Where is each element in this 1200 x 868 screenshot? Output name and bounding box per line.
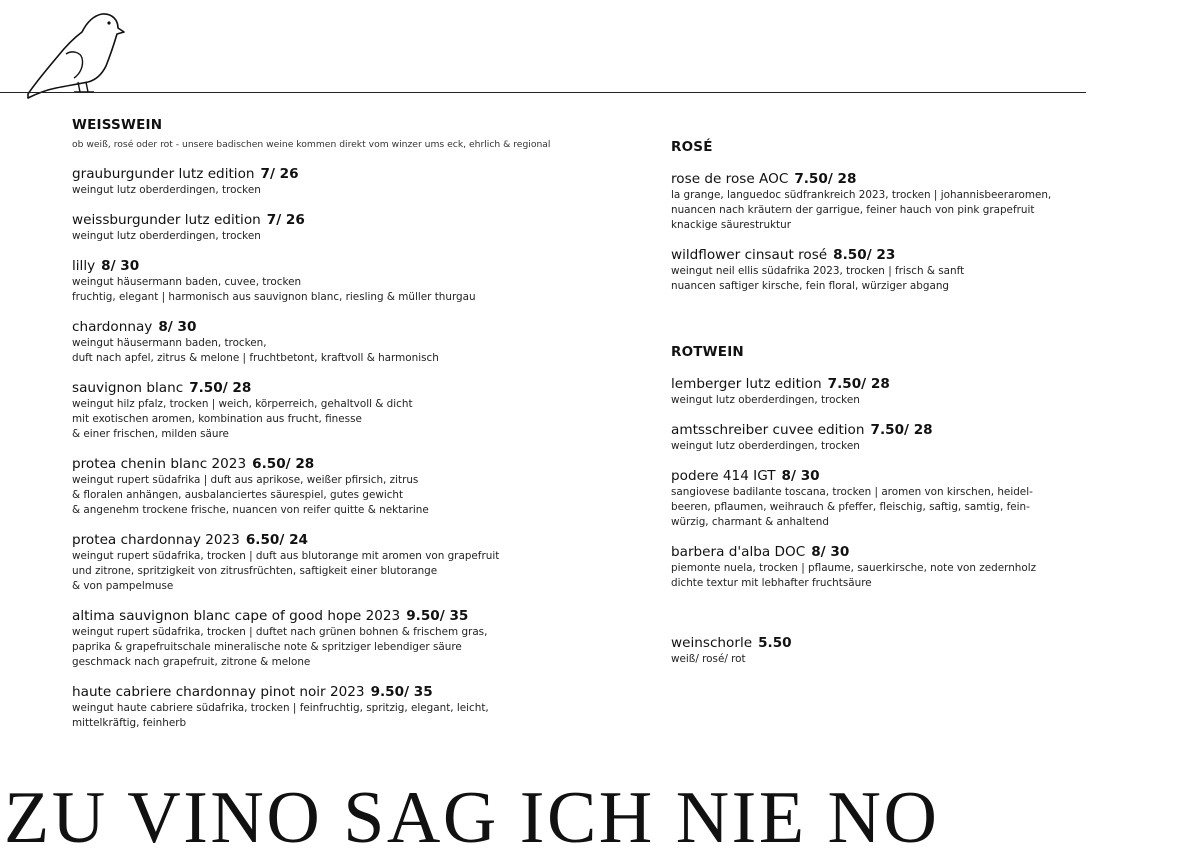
item-description: & angenehm trockene frische, nuancen von reifer quitte & nektarine (72, 504, 429, 516)
item-description: nuancen nach kräutern der garrigue, feiner hauch von pink grapefruit (671, 204, 1035, 216)
item-description: piemonte nuela, trocken | pflaume, sauerkirsche, note von zedernholz (671, 562, 1037, 574)
slogan: ZU VINO SAG ICH NIE NO (4, 777, 940, 859)
item-description: weingut lutz oberderdingen, trocken (72, 184, 261, 196)
wine-item (72, 212, 632, 244)
item-price: 8/ 30 (781, 468, 820, 484)
section-note: ob weiß, rosé oder rot - unsere badischen weine kommen direkt vom winzer ums eck, ehrlich & regional (72, 139, 551, 150)
item-price: 7.50/ 28 (870, 422, 933, 438)
item-description: duft nach apfel, zitrus & melone | fruchtbetont, kraftvoll & harmonisch (72, 352, 439, 364)
right-column (671, 139, 1091, 667)
item-description: geschmack nach grapefruit, zitrone & melone (72, 656, 311, 668)
item-name: altima sauvignon blanc cape of good hope 2023 (72, 608, 401, 624)
weinschorle-item (671, 635, 1091, 667)
wine-item (72, 319, 632, 366)
item-name: podere 414 IGT (671, 468, 776, 484)
item-price: 7.50/ 28 (794, 171, 857, 187)
weisswein-section (72, 117, 632, 731)
item-name: amtsschreiber cuvee edition (671, 422, 865, 438)
item-description: weingut häusermann baden, cuvee, trocken (72, 276, 302, 288)
header-rule (0, 92, 1086, 93)
item-name: protea chardonnay 2023 (72, 532, 240, 548)
wine-item (72, 456, 632, 518)
rose-section (671, 139, 1091, 294)
item-price: 7/ 26 (260, 166, 299, 182)
section-title: WEISSWEIN (72, 117, 163, 133)
wine-item (72, 380, 632, 442)
wine-item (72, 258, 632, 305)
wine-item (72, 684, 632, 731)
item-description: & einer frischen, milden säure (72, 428, 229, 440)
item-price: 7.50/ 28 (827, 376, 890, 392)
item-description: knackige säurestruktur (671, 219, 791, 231)
item-price: 8/ 30 (811, 544, 850, 560)
item-description: & floralen anhängen, ausbalanciertes säurespiel, gutes gewicht (72, 489, 404, 501)
item-price: 7.50/ 28 (189, 380, 252, 396)
wine-item (671, 247, 1091, 294)
item-description: mit exotischen aromen, kombination aus frucht, finesse (72, 413, 362, 425)
item-description: mittelkräftig, feinherb (72, 717, 187, 729)
item-description: weingut neil ellis südafrika 2023, trocken | frisch & sanft (671, 265, 965, 277)
item-description: dichte textur mit lebhafter fruchtsäure (671, 577, 872, 589)
wine-item (671, 422, 1091, 454)
item-description: weingut lutz oberderdingen, trocken (671, 394, 860, 406)
item-name: lemberger lutz edition (671, 376, 822, 392)
item-name: weinschorle (671, 635, 753, 651)
rotwein-section (671, 344, 1091, 591)
item-description: und zitrone, spritzigkeit von zitrusfrüchten, saftigkeit einer blutorange (72, 565, 438, 577)
wine-item (671, 544, 1091, 591)
item-price: 6.50/ 24 (245, 532, 308, 548)
item-price: 6.50/ 28 (252, 456, 315, 472)
section-title: ROTWEIN (671, 344, 744, 360)
item-description: weingut rupert südafrika, trocken | duft aus blutorange mit aromen von grapefruit (72, 550, 500, 562)
item-price: 8/ 30 (101, 258, 140, 274)
item-description: sangiovese badilante toscana, trocken | aromen von kirschen, heidel- (671, 486, 1033, 498)
wine-item (72, 532, 632, 594)
item-description: nuancen saftiger kirsche, fein floral, würziger abgang (671, 280, 950, 292)
item-description: paprika & grapefruitschale mineralische note & spritziger lebendiger säure (72, 641, 462, 653)
item-description: weingut rupert südafrika | duft aus aprikose, weißer pfirsich, zitrus (72, 474, 419, 486)
wine-list (671, 376, 1091, 591)
item-description: weingut hilz pfalz, trocken | weich, körperreich, gehaltvoll & dicht (72, 398, 413, 410)
wine-list (72, 166, 632, 731)
bird-icon (22, 10, 132, 100)
section-title: ROSÉ (671, 139, 713, 155)
item-description: weingut lutz oberderdingen, trocken (72, 230, 261, 242)
item-name: protea chenin blanc 2023 (72, 456, 247, 472)
item-name: sauvignon blanc (72, 380, 184, 396)
wine-list (671, 171, 1091, 294)
item-price: 9.50/ 35 (406, 608, 469, 624)
item-name: barbera d'alba DOC (671, 544, 806, 560)
wine-item (671, 468, 1091, 530)
wine-item (671, 171, 1091, 233)
item-name: lilly (72, 258, 96, 274)
item-description: weingut rupert südafrika, trocken | duftet nach grünen bohnen & frischem gras, (72, 626, 488, 638)
item-name: rose de rose AOC (671, 171, 789, 187)
item-description: weingut häusermann baden, trocken, (72, 337, 267, 349)
item-price: 8/ 30 (158, 319, 197, 335)
item-description: weingut lutz oberderdingen, trocken (671, 440, 860, 452)
item-name: chardonnay (72, 319, 153, 335)
item-price: 5.50 (758, 635, 792, 651)
item-description: & von pampelmuse (72, 580, 174, 592)
item-description: beeren, pflaumen, weihrauch & pfeffer, fleischig, saftig, samtig, fein- (671, 501, 1030, 513)
item-name: wildflower cinsaut rosé (671, 247, 828, 263)
item-description: weingut haute cabriere südafrika, trocken | feinfruchtig, spritzig, elegant, leicht, (72, 702, 489, 714)
item-description: weiß/ rosé/ rot (671, 653, 746, 665)
item-name: grauburgunder lutz edition (72, 166, 255, 182)
wine-item (72, 608, 632, 670)
wine-item (671, 376, 1091, 408)
item-description: würzig, charmant & anhaltend (671, 516, 829, 528)
item-name: weissburgunder lutz edition (72, 212, 261, 228)
wine-item (72, 166, 632, 198)
item-description: fruchtig, elegant | harmonisch aus sauvignon blanc, riesling & müller thurgau (72, 291, 476, 303)
item-price: 9.50/ 35 (370, 684, 433, 700)
item-price: 8.50/ 23 (833, 247, 896, 263)
item-name: haute cabriere chardonnay pinot noir 2023 (72, 684, 365, 700)
item-description: la grange, languedoc südfrankreich 2023, trocken | johannisbeeraromen, (671, 189, 1052, 201)
item-price: 7/ 26 (266, 212, 305, 228)
